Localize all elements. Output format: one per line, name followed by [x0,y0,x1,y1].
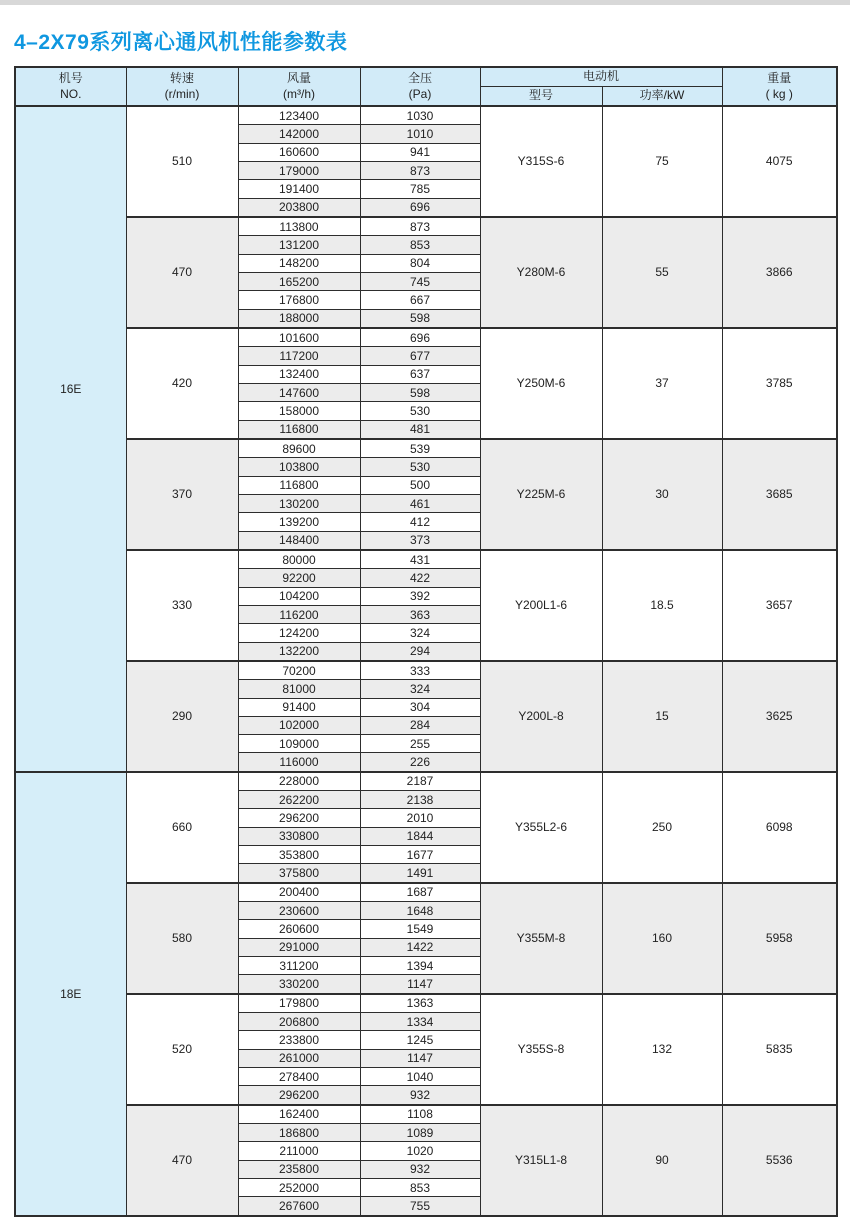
pressure-cell: 363 [360,605,480,623]
motor-model-cell: Y315L1-8 [480,1105,602,1216]
air-volume-cell: 291000 [238,938,360,956]
air-volume-cell: 233800 [238,1031,360,1049]
air-volume-cell: 186800 [238,1124,360,1142]
motor-model-cell: Y225M-6 [480,439,602,550]
pressure-cell: 1491 [360,864,480,883]
pressure-cell: 1549 [360,920,480,938]
motor-power-cell: 132 [602,994,722,1105]
pressure-cell: 637 [360,365,480,383]
top-band [0,0,850,5]
table-row [15,772,837,791]
pressure-cell: 932 [360,1086,480,1105]
air-volume-cell: 148400 [238,531,360,550]
air-volume-cell: 116800 [238,420,360,439]
pressure-cell: 461 [360,494,480,512]
pressure-cell: 481 [360,420,480,439]
machine-no-label: 18E [60,986,82,1001]
weight-cell: 3785 [722,328,837,439]
motor-power-cell: 37 [602,328,722,439]
air-volume-cell: 148200 [238,254,360,272]
air-volume-cell: 353800 [238,846,360,864]
pressure-cell: 696 [360,328,480,347]
air-volume-cell: 102000 [238,716,360,734]
air-volume-cell: 278400 [238,1068,360,1086]
pressure-cell: 226 [360,753,480,772]
header-speed-line1: 转速 [169,70,194,85]
header-motor-power-label: 功率/kW [639,88,685,103]
air-volume-cell: 165200 [238,272,360,290]
pressure-cell: 412 [360,513,480,531]
header-weight [722,67,837,106]
air-volume-cell: 103800 [238,458,360,476]
pressure-cell: 373 [360,531,480,550]
pressure-cell: 530 [360,458,480,476]
air-volume-cell: 132400 [238,365,360,383]
header-air-volume-line2: (m³/h) [283,86,315,101]
header-pressure [360,67,480,106]
air-volume-cell: 117200 [238,347,360,365]
header-motor-model [480,87,602,107]
header-motor-group [480,67,722,87]
table-row [15,1105,837,1124]
air-volume-cell: 113800 [238,217,360,236]
header-motor-power [602,87,722,107]
air-volume-cell: 296200 [238,809,360,827]
air-volume-cell: 124200 [238,624,360,642]
pressure-cell: 853 [360,1179,480,1197]
pressure-cell: 333 [360,661,480,680]
pressure-cell: 294 [360,642,480,661]
air-volume-cell: 162400 [238,1105,360,1124]
air-volume-cell: 116800 [238,476,360,494]
header-weight-line1: 重量 [767,70,792,85]
speed-cell: 420 [126,328,238,439]
motor-power-cell: 160 [602,883,722,994]
weight-cell: 5536 [722,1105,837,1216]
header-speed [126,67,238,106]
pressure-cell: 392 [360,587,480,605]
pressure-cell: 1648 [360,902,480,920]
pressure-cell: 1040 [360,1068,480,1086]
air-volume-cell: 176800 [238,291,360,309]
motor-model-cell: Y355M-8 [480,883,602,994]
pressure-cell: 1147 [360,975,480,994]
air-volume-cell: 262200 [238,791,360,809]
weight-cell: 5835 [722,994,837,1105]
pressure-cell: 1030 [360,106,480,125]
speed-cell: 470 [126,1105,238,1216]
air-volume-cell: 142000 [238,125,360,143]
air-volume-cell: 228000 [238,772,360,791]
pressure-cell: 1010 [360,125,480,143]
pressure-cell: 255 [360,735,480,753]
speed-cell: 330 [126,550,238,661]
pressure-cell: 422 [360,569,480,587]
pressure-cell: 530 [360,402,480,420]
machine-no-cell [15,106,126,772]
header-row-1 [15,67,837,87]
air-volume-cell: 158000 [238,402,360,420]
motor-power-cell: 250 [602,772,722,883]
header-machine-no [15,67,126,106]
pressure-cell: 1677 [360,846,480,864]
air-volume-cell: 130200 [238,494,360,512]
weight-cell: 3657 [722,550,837,661]
air-volume-cell: 91400 [238,698,360,716]
air-volume-cell: 188000 [238,309,360,328]
air-volume-cell: 80000 [238,550,360,569]
weight-cell: 3866 [722,217,837,328]
pressure-cell: 598 [360,383,480,401]
air-volume-cell: 109000 [238,735,360,753]
pressure-cell: 873 [360,217,480,236]
pressure-cell: 1334 [360,1013,480,1031]
air-volume-cell: 123400 [238,106,360,125]
air-volume-cell: 203800 [238,198,360,217]
header-speed-line2: (r/min) [164,86,200,101]
pressure-cell: 932 [360,1160,480,1178]
weight-cell: 4075 [722,106,837,217]
table-row [15,106,837,125]
pressure-cell: 431 [360,550,480,569]
machine-no-cell [15,772,126,1216]
pressure-cell: 1394 [360,957,480,975]
air-volume-cell: 81000 [238,680,360,698]
pressure-cell: 1147 [360,1049,480,1067]
header-weight-line2: ( kg ) [765,86,793,101]
table-row [15,328,837,347]
pressure-cell: 941 [360,143,480,161]
pressure-cell: 1108 [360,1105,480,1124]
pressure-cell: 284 [360,716,480,734]
table-row [15,661,837,680]
pressure-cell: 2187 [360,772,480,791]
air-volume-cell: 375800 [238,864,360,883]
performance-table [14,66,838,1217]
motor-power-cell: 18.5 [602,550,722,661]
header-pressure-line2: (Pa) [408,86,432,101]
speed-cell: 470 [126,217,238,328]
header-motor-group-label: 电动机 [583,69,620,84]
pressure-cell: 804 [360,254,480,272]
air-volume-cell: 92200 [238,569,360,587]
pressure-cell: 853 [360,236,480,254]
weight-cell: 6098 [722,772,837,883]
table-row [15,439,837,458]
air-volume-cell: 252000 [238,1179,360,1197]
page-title: 4–2X79系列离心通风机性能参数表 [14,31,348,54]
weight-cell: 5958 [722,883,837,994]
motor-model-cell: Y315S-6 [480,106,602,217]
air-volume-cell: 330800 [238,827,360,845]
table-body [15,106,837,1216]
air-volume-cell: 89600 [238,439,360,458]
air-volume-cell: 330200 [238,975,360,994]
pressure-cell: 1020 [360,1142,480,1160]
header-machine-no-line2: NO. [60,86,82,101]
motor-power-cell: 75 [602,106,722,217]
pressure-cell: 667 [360,291,480,309]
table-row [15,883,837,902]
air-volume-cell: 139200 [238,513,360,531]
air-volume-cell: 206800 [238,1013,360,1031]
air-volume-cell: 160600 [238,143,360,161]
motor-model-cell: Y200L1-6 [480,550,602,661]
air-volume-cell: 267600 [238,1197,360,1216]
motor-power-cell: 90 [602,1105,722,1216]
pressure-cell: 539 [360,439,480,458]
pressure-cell: 1363 [360,994,480,1013]
pressure-cell: 1089 [360,1124,480,1142]
machine-no-label: 16E [60,381,82,396]
speed-cell: 660 [126,772,238,883]
motor-power-cell: 15 [602,661,722,772]
air-volume-cell: 70200 [238,661,360,680]
pressure-cell: 696 [360,198,480,217]
pressure-cell: 1422 [360,938,480,956]
pressure-cell: 677 [360,347,480,365]
air-volume-cell: 179000 [238,161,360,179]
pressure-cell: 755 [360,1197,480,1216]
air-volume-cell: 211000 [238,1142,360,1160]
pressure-cell: 785 [360,180,480,198]
air-volume-cell: 296200 [238,1086,360,1105]
air-volume-cell: 131200 [238,236,360,254]
table-row [15,550,837,569]
air-volume-cell: 101600 [238,328,360,347]
air-volume-cell: 116200 [238,605,360,623]
weight-cell: 3685 [722,439,837,550]
air-volume-cell: 311200 [238,957,360,975]
pressure-cell: 873 [360,161,480,179]
air-volume-cell: 200400 [238,883,360,902]
speed-cell: 510 [126,106,238,217]
speed-cell: 370 [126,439,238,550]
pressure-cell: 745 [360,272,480,290]
pressure-cell: 598 [360,309,480,328]
pressure-cell: 2010 [360,809,480,827]
motor-power-cell: 30 [602,439,722,550]
speed-cell: 520 [126,994,238,1105]
header-motor-model-label: 型号 [528,88,553,103]
speed-cell: 290 [126,661,238,772]
air-volume-cell: 261000 [238,1049,360,1067]
header-pressure-line1: 全压 [407,70,432,85]
air-volume-cell: 235800 [238,1160,360,1178]
table-header [15,67,837,106]
air-volume-cell: 104200 [238,587,360,605]
air-volume-cell: 230600 [238,902,360,920]
air-volume-cell: 132200 [238,642,360,661]
header-machine-no-line1: 机号 [58,70,83,85]
pressure-cell: 1844 [360,827,480,845]
air-volume-cell: 191400 [238,180,360,198]
air-volume-cell: 147600 [238,383,360,401]
motor-model-cell: Y280M-6 [480,217,602,328]
table-row [15,994,837,1013]
motor-model-cell: Y355S-8 [480,994,602,1105]
air-volume-cell: 179800 [238,994,360,1013]
header-air-volume [238,67,360,106]
table-row [15,217,837,236]
air-volume-cell: 116000 [238,753,360,772]
motor-model-cell: Y250M-6 [480,328,602,439]
motor-model-cell: Y355L2-6 [480,772,602,883]
motor-power-cell: 55 [602,217,722,328]
motor-model-cell: Y200L-8 [480,661,602,772]
pressure-cell: 1245 [360,1031,480,1049]
pressure-cell: 1687 [360,883,480,902]
pressure-cell: 2138 [360,791,480,809]
speed-cell: 580 [126,883,238,994]
pressure-cell: 324 [360,680,480,698]
pressure-cell: 304 [360,698,480,716]
pressure-cell: 324 [360,624,480,642]
header-air-volume-line1: 风量 [286,70,311,85]
weight-cell: 3625 [722,661,837,772]
air-volume-cell: 260600 [238,920,360,938]
pressure-cell: 500 [360,476,480,494]
